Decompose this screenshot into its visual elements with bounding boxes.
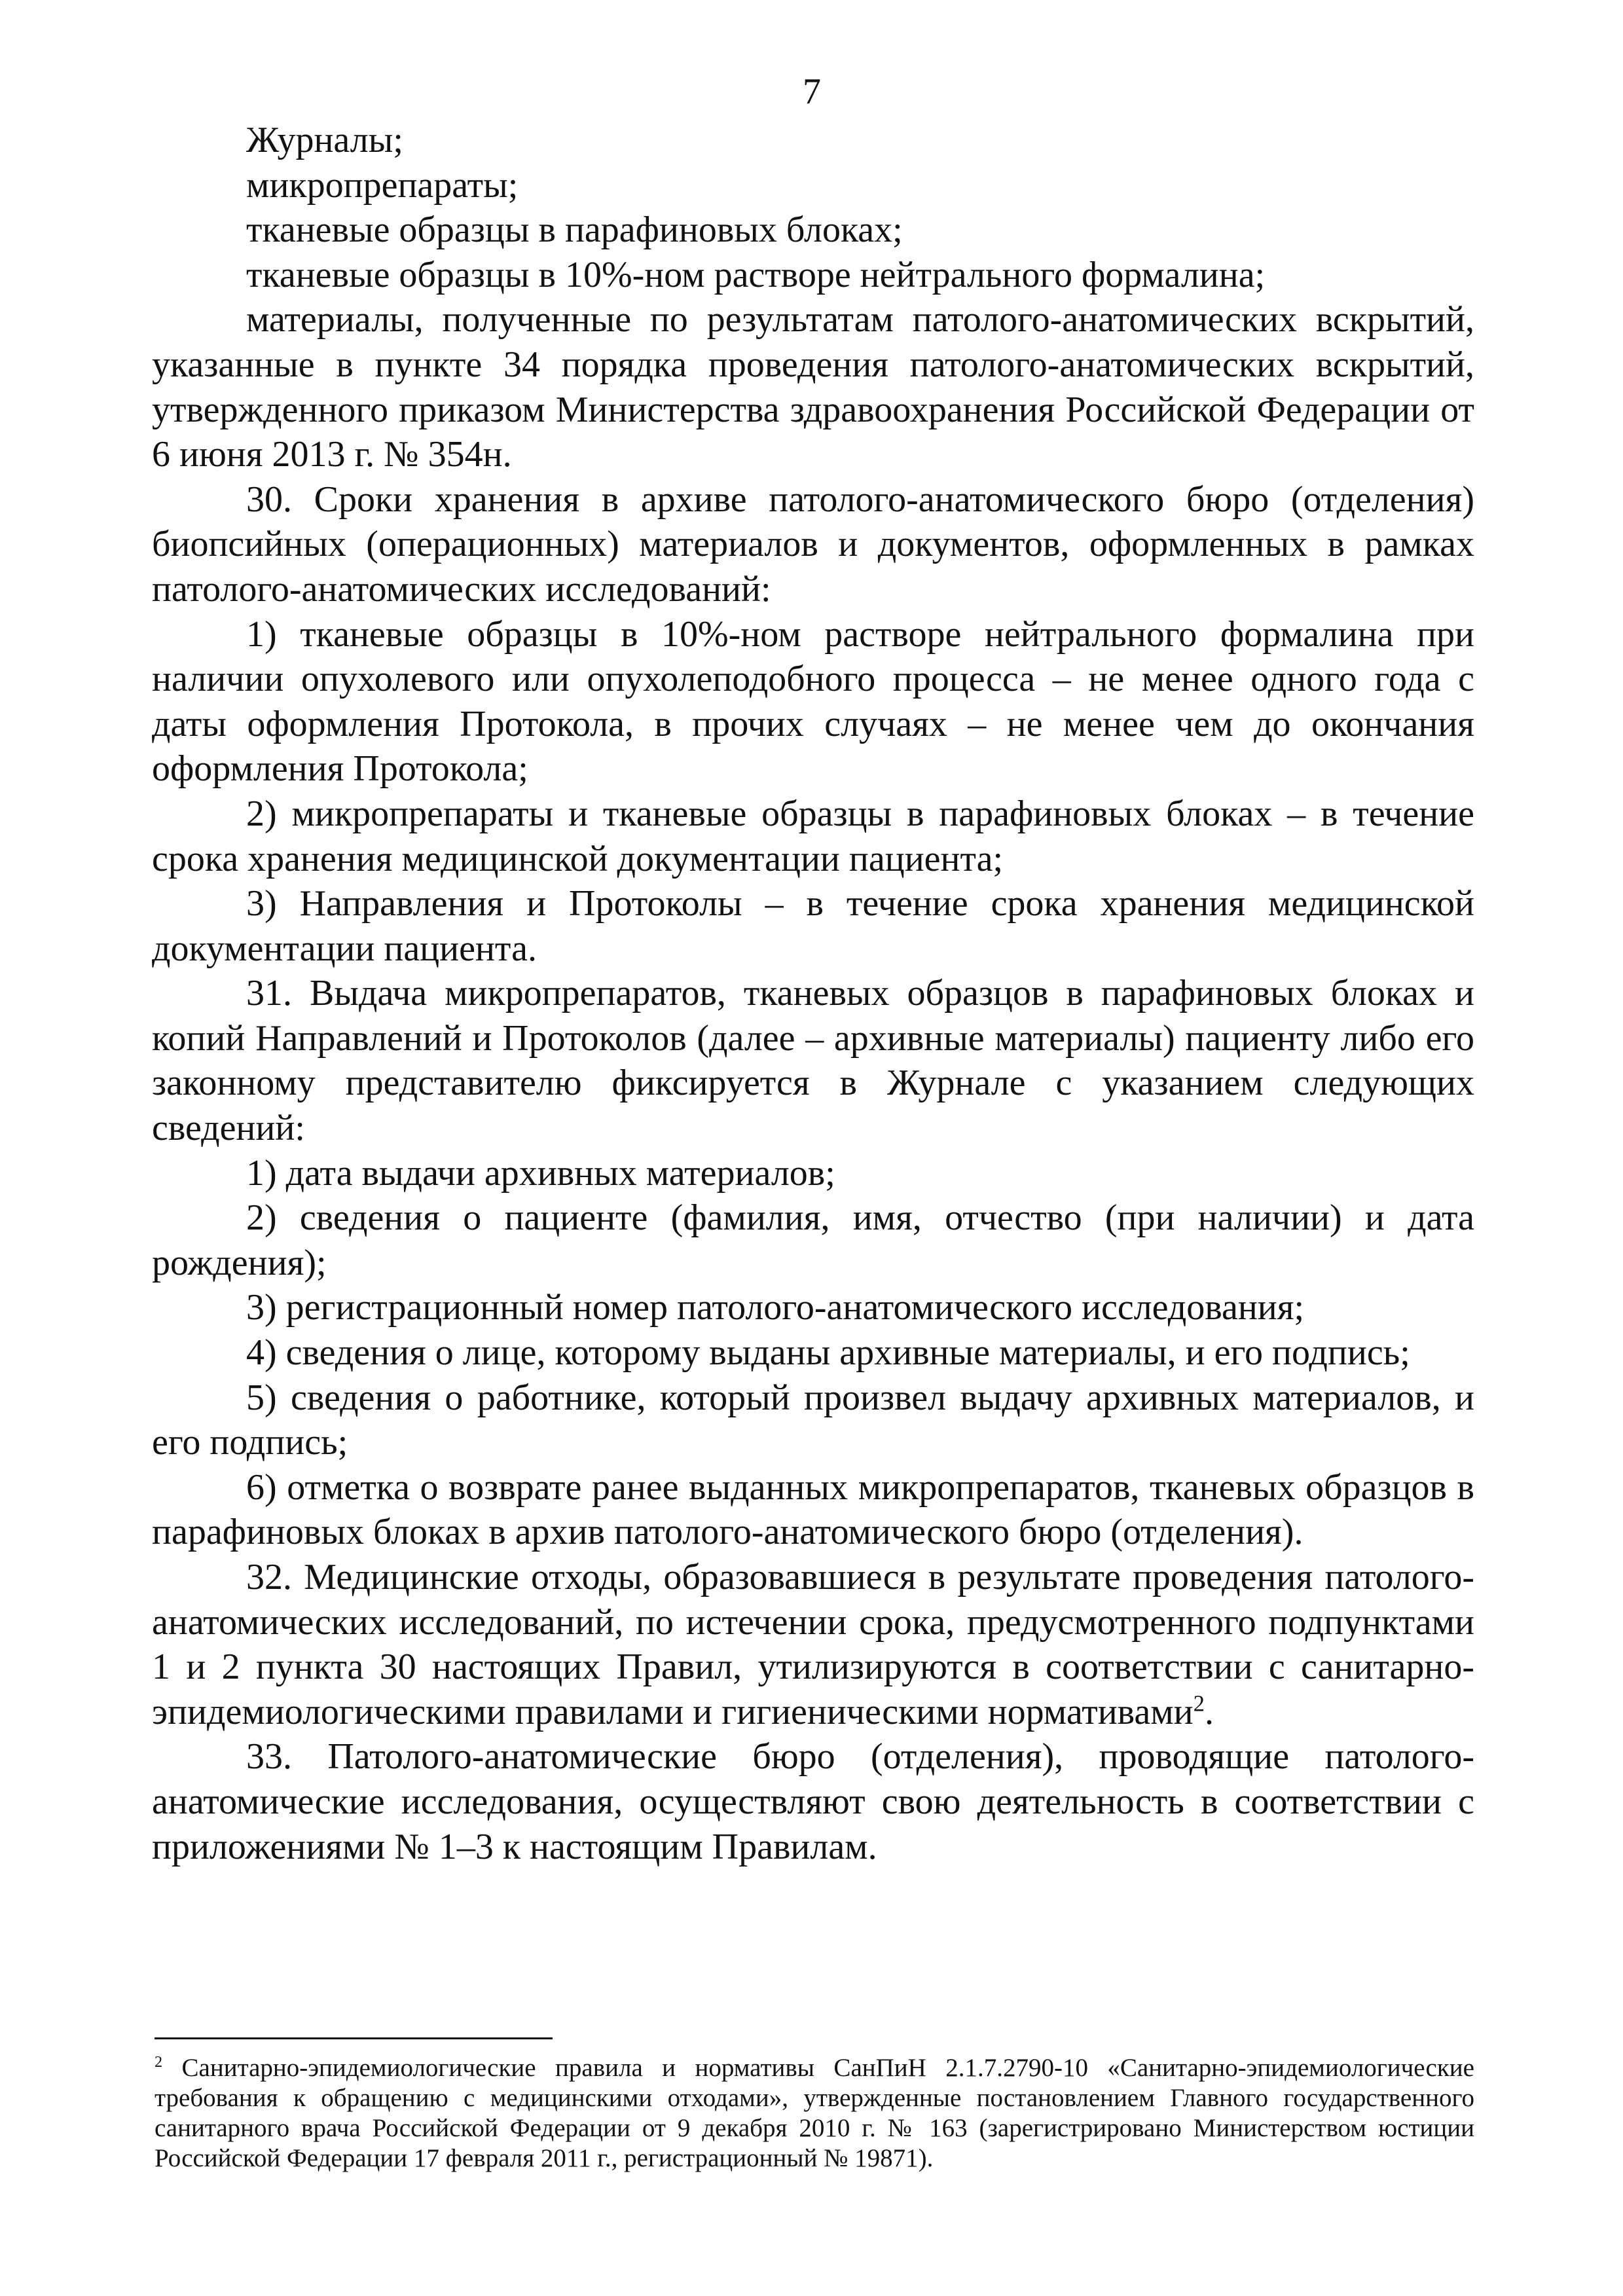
paragraph-31: 31. Выдача микропрепаратов, тканевых образцов в парафиновых блоках и копий Направлений и Протоколов (далее – архивные материалы) пациенту либо его законному представителю фиксируется в Журнале с указанием следующих сведений: xyxy=(152,973,1474,1149)
footnote xyxy=(155,2053,1474,2174)
paragraph-30-item-3: 3) Направления и Протоколы – в течение срока хранения медицинской документации пациента. xyxy=(152,883,1474,969)
footnote-reference: 2 xyxy=(1193,1690,1205,1717)
paragraph-30: 30. Сроки хранения в архиве патолого-анатомического бюро (отделения) биопсийных (операционных) материалов и документов, оформленных в рамках патолого-анатомических исследований: xyxy=(152,479,1474,610)
paragraph-31-item-3: 3) регистрационный номер патолого-анатомического исследования; xyxy=(246,1287,1305,1328)
list-item-micropreparations: микропрепараты; xyxy=(246,164,519,206)
paragraph-30-item-1: 1) тканевые образцы в 10%-ном растворе нейтрального формалина при наличии опухолевого или опухолеподобного процесса – не менее одного года с даты оформления Протокола, в прочих случаях – не менее чем до окончания оформления Протокола; xyxy=(152,613,1474,790)
footnote-text: Санитарно-эпидемиологические правила и нормативы СанПиН 2.1.7.2790-10 «Санитарно-эпидемиологические требования к обращению с медицинскими отходами», утвержденные постановлением Главного государственного санитарного врача Российской Федерации от 9 декабря 2010 г. № 163 (зарегистрировано Министерством юстиции Российской Федерации 17 февраля 2011 г., регистрационный № 19871). xyxy=(155,2054,1474,2172)
list-item-autopsy-materials: материалы, полученные по результатам патолого-анатомических вскрытий, указанные в пункте 34 порядка проведения патолого-анатомических вскрытий, утвержденного приказом Министерства здравоохранения Российской Федерации от 6 июня 2013 г. № 354н. xyxy=(152,299,1474,475)
paragraph-32-text: 32. Медицинские отходы, образовавшиеся в результате проведения патолого-анатомических исследований, по истечении срока, предусмотренного подпунктами 1 и 2 пункта 30 настоящих Правил, утилизируются в соответствии с санитарно-эпидемиологическими правилами и гигиеническими нормативами xyxy=(152,1557,1474,1732)
paragraph-31-item-2: 2) сведения о пациенте (фамилия, имя, отчество (при наличии) и дата рождения); xyxy=(152,1197,1474,1283)
paragraph-33: 33. Патолого-анатомические бюро (отделения), проводящие патолого-анатомические исследования, осуществляют свою деятельность в соответствии с приложениями № 1–3 к настоящим Правилам. xyxy=(152,1736,1474,1867)
list-item-formalin-samples: тканевые образцы в 10%-ном растворе нейтрального формалина; xyxy=(246,254,1266,295)
footnote-marker: 2 xyxy=(155,2053,163,2071)
paragraph-30-item-2: 2) микропрепараты и тканевые образцы в парафиновых блоках – в течение срока хранения медицинской документации пациента; xyxy=(152,793,1474,879)
paragraph-32 xyxy=(152,1555,1474,1734)
document-body xyxy=(152,118,1474,1869)
paragraph-31-item-4: 4) сведения о лице, которому выданы архивные материалы, и его подпись; xyxy=(246,1332,1410,1374)
list-item-paraffin-blocks: тканевые образцы в парафиновых блоках; xyxy=(246,210,903,251)
paragraph-31-item-5: 5) сведения о работнике, который произвел выдачу архивных материалов, и его подпись; xyxy=(152,1377,1474,1463)
paragraph-31-item-1: 1) дата выдачи архивных материалов; xyxy=(246,1152,835,1194)
page-number: 7 xyxy=(803,71,821,112)
footnote-divider xyxy=(155,2037,553,2039)
paragraph-31-item-6: 6) отметка о возврате ранее выданных микропрепаратов, тканевых образцов в парафиновых блоках в архив патолого-анатомического бюро (отделения). xyxy=(152,1467,1474,1553)
list-item-journals: Журналы; xyxy=(246,120,403,160)
paragraph-32-end: . xyxy=(1205,1691,1214,1732)
